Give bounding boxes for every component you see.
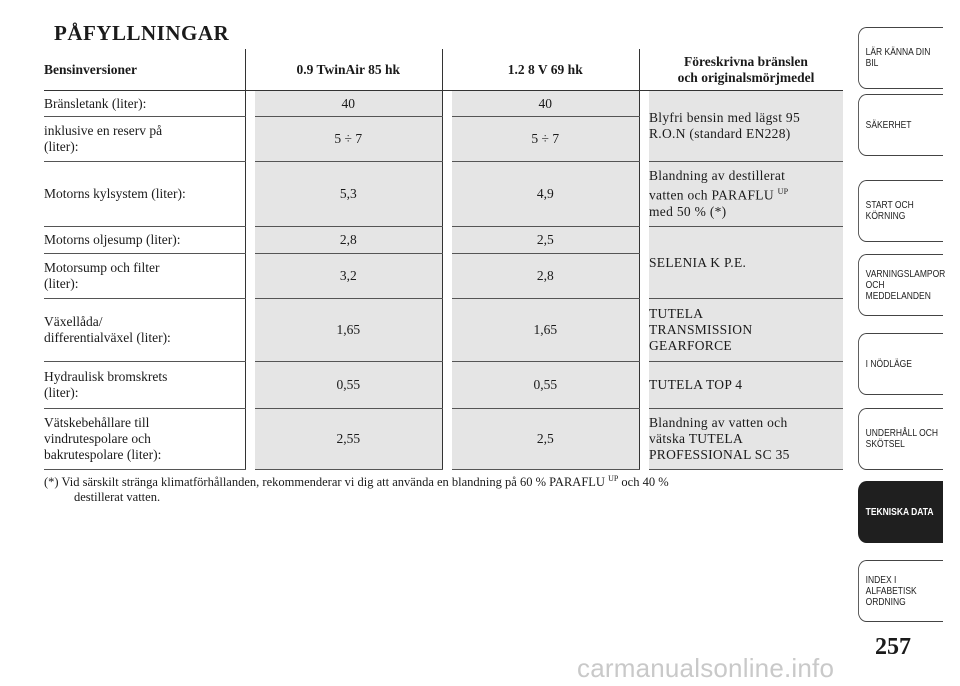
row-label: Vätskebehållare till vindrutespolare och bakrutespolare (liter): — [44, 409, 245, 470]
spec-gear: TUTELA TRANSMISSION GEARFORCE — [649, 299, 843, 362]
row-value-engine1: 5 ÷ 7 — [255, 117, 442, 162]
row-label: Bränsletank (liter): — [44, 91, 245, 117]
row-value-engine1: 2,8 — [255, 227, 442, 254]
header-spec: Föreskrivna bränslen och originalsmörjmedel — [649, 49, 843, 91]
tab-sakerhet[interactable]: SÄKERHET — [858, 94, 943, 156]
page-title: PÅFYLLNINGAR — [54, 21, 230, 45]
spec-fuel: Blyfri bensin med lägst 95 R.O.N (standard EN228) — [649, 91, 843, 162]
row-value-engine2: 2,5 — [452, 227, 639, 254]
table-row — [44, 409, 843, 470]
watermark: carmanualsonline.info — [577, 653, 835, 683]
table-row — [44, 91, 843, 117]
row-label: Motorns kylsystem (liter): — [44, 162, 245, 227]
row-value-engine2: 1,65 — [452, 299, 639, 362]
tab-start-och-korning[interactable]: START OCH KÖRNING — [858, 180, 943, 242]
row-value-engine2: 0,55 — [452, 362, 639, 409]
tab-varningslampor[interactable]: VARNINGSLAMPOR OCH MEDDELANDEN — [858, 254, 943, 316]
row-value-engine2: 2,8 — [452, 254, 639, 299]
tab-lar-kanna-din-bil[interactable]: LÄR KÄNNA DIN BIL — [858, 27, 943, 89]
row-value-engine2: 40 — [452, 91, 639, 117]
row-label: Motorns oljesump (liter): — [44, 227, 245, 254]
header-engine-12: 1.2 8 V 69 hk — [452, 49, 639, 91]
table-row — [44, 362, 843, 409]
row-value-engine1: 5,3 — [255, 162, 442, 227]
row-value-engine1: 1,65 — [255, 299, 442, 362]
row-value-engine1: 3,2 — [255, 254, 442, 299]
tab-index[interactable]: INDEX I ALFABETISK ORDNING — [858, 560, 943, 622]
table-row — [44, 162, 843, 227]
spec-oil: SELENIA K P.E. — [649, 227, 843, 299]
row-value-engine2: 4,9 — [452, 162, 639, 227]
row-label: Hydraulisk bromskrets (liter): — [44, 362, 245, 409]
tab-i-nodlage[interactable]: I NÖDLÄGE — [858, 333, 943, 395]
spec-coolant: Blandning av destillerat vatten och PARAFLU $^{UP}$ med 50 % (*) — [649, 162, 843, 227]
spec-brake: TUTELA TOP 4 — [649, 362, 843, 409]
row-label: Växellåda/ differentialväxel (liter): — [44, 299, 245, 362]
header-engine-twinair: 0.9 TwinAir 85 hk — [255, 49, 442, 91]
row-value-engine2: 2,5 — [452, 409, 639, 470]
row-value-engine1: 0,55 — [255, 362, 442, 409]
table-row — [44, 227, 843, 254]
spec-washer: Blandning av vatten och vätska TUTELA PROFESSIONAL SC 35 — [649, 409, 843, 470]
row-value-engine1: 40 — [255, 91, 442, 117]
tab-underhall-och-skotsel[interactable]: UNDERHÅLL OCH SKÖTSEL — [858, 408, 943, 470]
row-value-engine1: 2,55 — [255, 409, 442, 470]
table-row — [44, 299, 843, 362]
row-label: Motorsump och filter (liter): — [44, 254, 245, 299]
row-label: inklusive en reserv på (liter): — [44, 117, 245, 162]
row-value-engine2: 5 ÷ 7 — [452, 117, 639, 162]
page-number: 257 — [875, 634, 911, 660]
header-version: Bensinversioner — [44, 49, 245, 91]
fluid-capacity-table — [44, 49, 843, 470]
tab-tekniska-data[interactable]: TEKNISKA DATA — [858, 481, 943, 543]
table-header-row — [44, 49, 843, 91]
footnote: (*) Vid särskilt stränga klimatförhållanden, rekommenderar vi dig att använda en blandning på 60 % PARAFLU $^{UP}$ och 40 % destillerat vatten. — [44, 474, 669, 505]
